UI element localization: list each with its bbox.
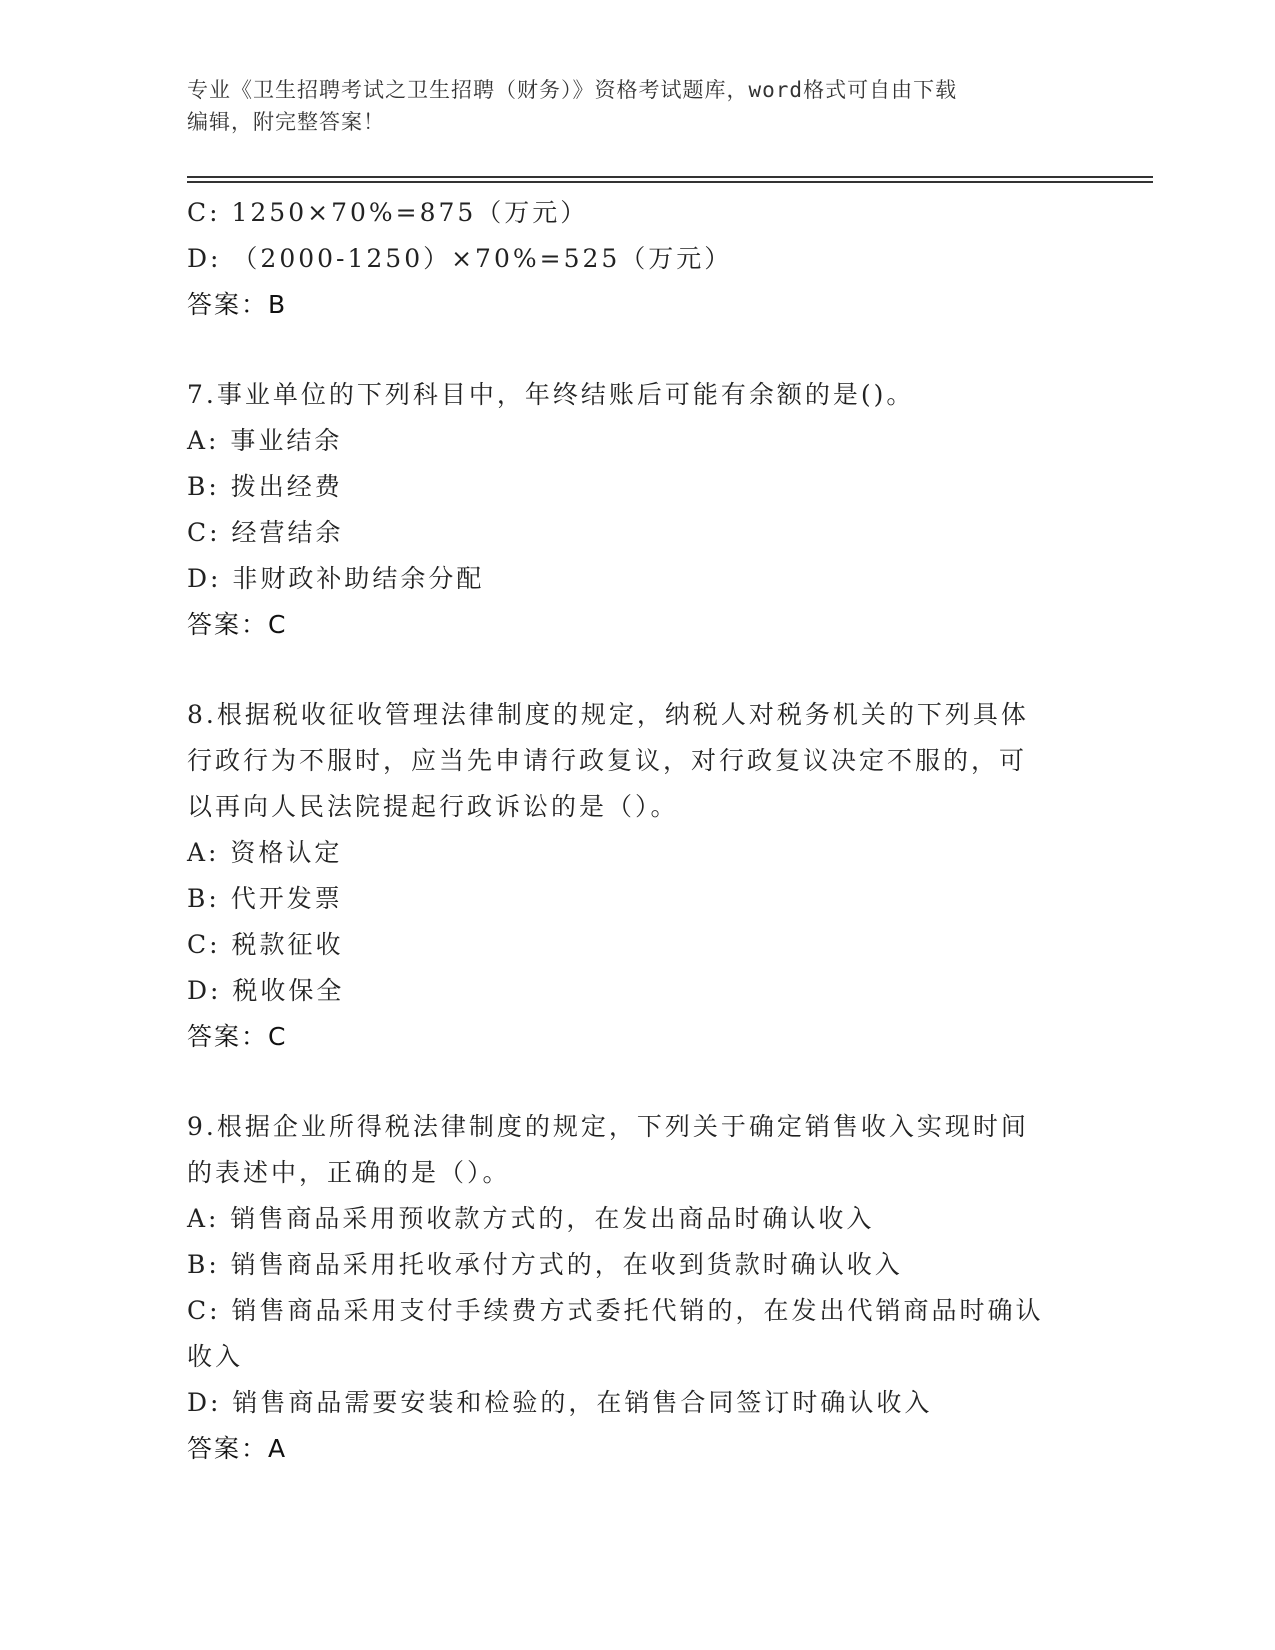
header-divider-bottom: [187, 181, 1153, 183]
question-stem-line-3: 以再向人民法院提起行政诉讼的是（）。: [187, 792, 679, 821]
spacer: [187, 328, 1087, 372]
option-a: A: 事业结余: [187, 426, 343, 455]
question-stem-line-2: 的表述中，正确的是（）。: [187, 1158, 511, 1187]
option-c-line-1: C: 销售商品采用支付手续费方式委托代销的，在发出代销商品时确认: [187, 1296, 1044, 1325]
spacer: [187, 1060, 1087, 1104]
header-line-2: 编辑，附完整答案！: [187, 110, 385, 134]
question-9: [187, 1104, 1087, 1472]
question-6-tail: [187, 190, 1087, 328]
option-d: D: 非财政补助结余分配: [187, 564, 485, 593]
header-line-1: 专业《卫生招聘考试之卫生招聘（财务）》资格考试题库，word格式可自由下载: [187, 78, 958, 102]
option-c: C: 1250×70%=875（万元）: [187, 198, 589, 227]
question-list: [187, 190, 1087, 1472]
option-c-line-2: 收入: [187, 1342, 244, 1371]
header-divider-top: [187, 176, 1153, 178]
question-stem: 7.事业单位的下列科目中，年终结账后可能有余额的是()。: [187, 380, 915, 409]
question-7: [187, 372, 1087, 648]
option-d: D: 税收保全: [187, 976, 345, 1005]
spacer: [187, 648, 1087, 692]
option-c: C: 税款征收: [187, 930, 344, 959]
option-b: B: 拨出经费: [187, 472, 343, 501]
option-d: D: （2000-1250）×70%=525（万元）: [187, 244, 733, 273]
option-d: D: 销售商品需要安装和检验的，在销售合同签订时确认收入: [187, 1388, 933, 1417]
option-a: A: 销售商品采用预收款方式的，在发出商品时确认收入: [187, 1204, 875, 1233]
answer-line: 答案：A: [187, 1434, 288, 1463]
question-stem-line-1: 9.根据企业所得税法律制度的规定，下列关于确定销售收入实现时间: [187, 1112, 1029, 1141]
option-b: B: 销售商品采用托收承付方式的，在收到货款时确认收入: [187, 1250, 903, 1279]
answer-line: 答案：B: [187, 290, 288, 319]
answer-line: 答案：C: [187, 1022, 288, 1051]
answer-line: 答案：C: [187, 610, 288, 639]
option-a: A: 资格认定: [187, 838, 343, 867]
option-b: B: 代开发票: [187, 884, 343, 913]
question-8: [187, 692, 1087, 1060]
question-stem-line-2: 行政行为不服时，应当先申请行政复议，对行政复议决定不服的，可: [187, 746, 1028, 775]
option-c: C: 经营结余: [187, 518, 344, 547]
question-stem-line-1: 8.根据税收征收管理法律制度的规定，纳税人对税务机关的下列具体: [187, 700, 1029, 729]
page-header: [187, 74, 1087, 138]
